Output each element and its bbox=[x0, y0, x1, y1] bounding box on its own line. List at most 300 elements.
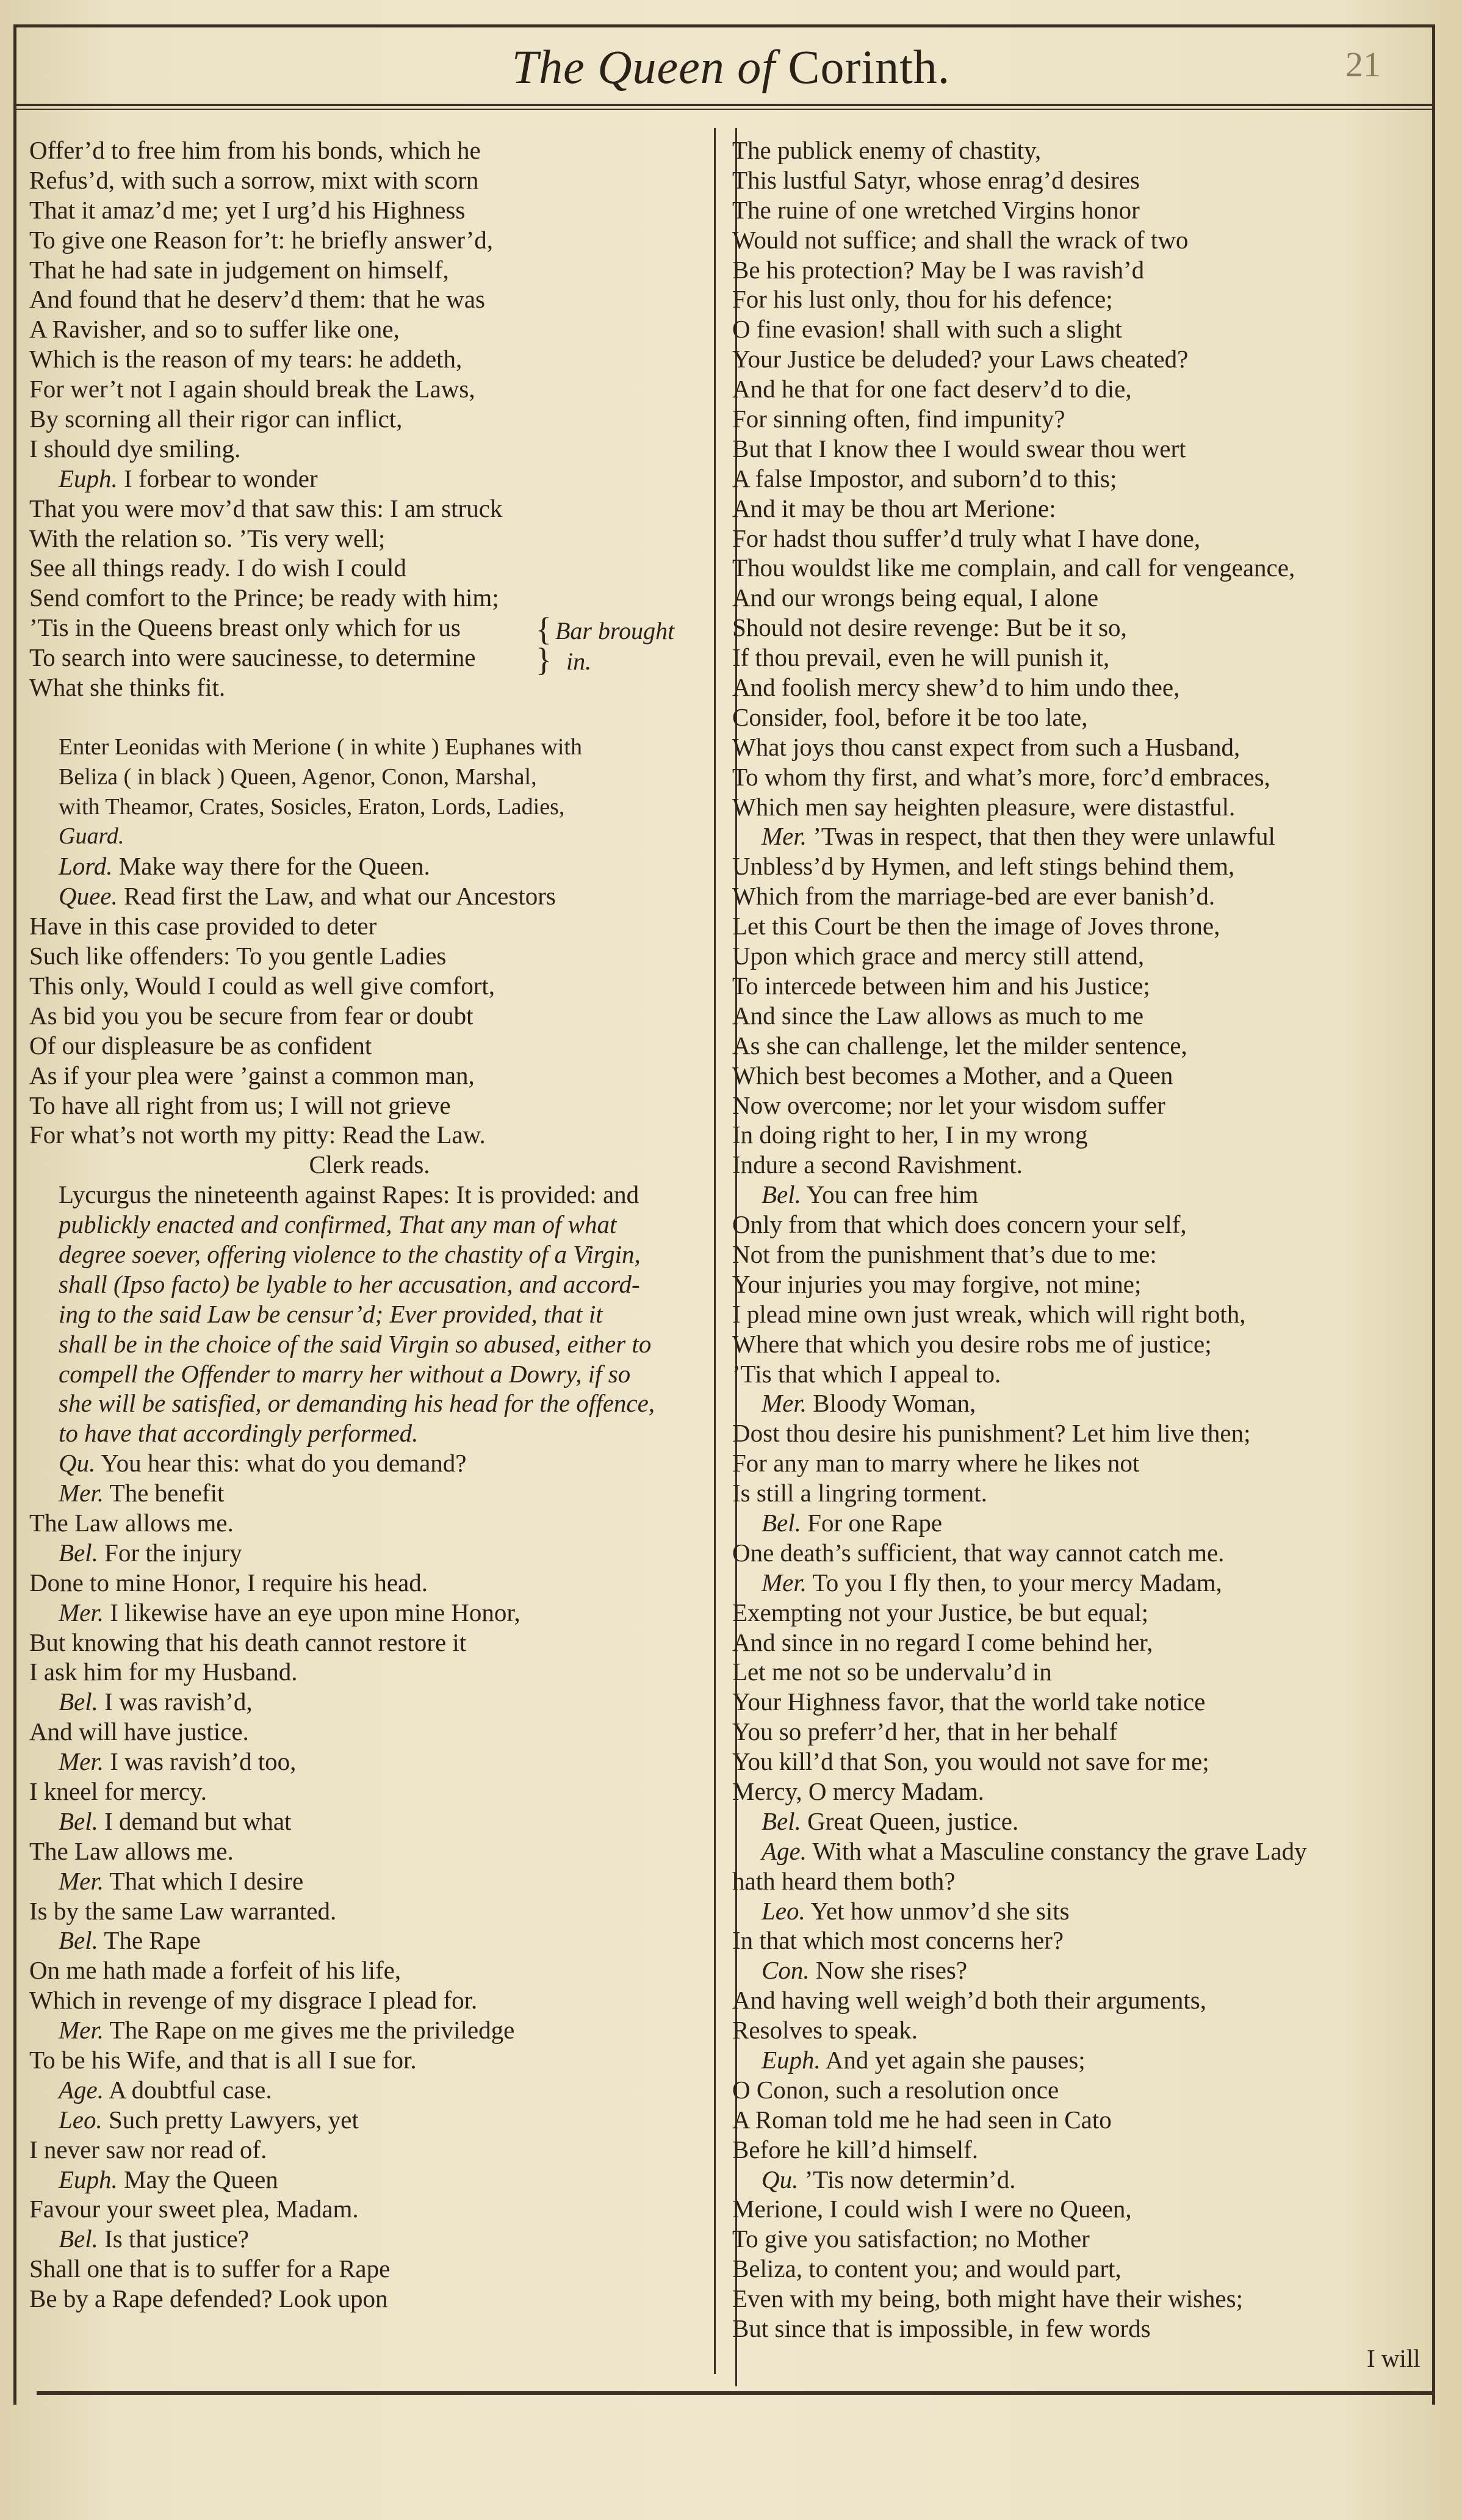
right-column-line bbox=[732, 195, 1434, 225]
right-column-line bbox=[732, 1777, 1434, 1807]
left-column-line bbox=[29, 1955, 710, 1985]
right-column-line bbox=[732, 2284, 1434, 2314]
line-text: For his lust only, thou for his defence; bbox=[732, 285, 1113, 314]
line-text: With what a Masculine constancy the grave Lady bbox=[812, 1836, 1307, 1865]
line-text: For wer’t not I again should break the Laws, bbox=[29, 375, 475, 403]
left-column-line bbox=[29, 1657, 710, 1687]
line-text: Yet how unmov’d she sits bbox=[810, 1896, 1070, 1925]
line-text: Merione, I could wish I were no Queen, bbox=[732, 2195, 1132, 2223]
speaker-name: Lord. bbox=[59, 852, 113, 881]
right-column-line bbox=[732, 1598, 1434, 1628]
line-text: Consider, fool, before it be too late, bbox=[732, 702, 1088, 731]
left-column-line bbox=[29, 284, 710, 314]
right-column-line bbox=[732, 1388, 1434, 1418]
line-text: publickly enacted and confirmed, That any man of what bbox=[59, 1210, 617, 1239]
left-column-line bbox=[29, 643, 710, 673]
line-text: For hadst thou suffer’d truly what I have done, bbox=[732, 524, 1201, 552]
right-column-line bbox=[732, 1061, 1434, 1091]
right-column-line bbox=[732, 1240, 1434, 1269]
speaker-name: Mer. bbox=[59, 1479, 104, 1507]
line-text: And found that he deserv’d them: that he was bbox=[29, 285, 485, 314]
line-text: That it amaz’d me; yet I urg’d his Highness bbox=[29, 195, 466, 224]
left-column-line bbox=[29, 1866, 710, 1896]
line-text: Have in this case provided to deter bbox=[29, 912, 377, 940]
speaker-name: Mer. bbox=[59, 2016, 104, 2045]
left-column-line bbox=[29, 1448, 710, 1478]
speaker-name: Age. bbox=[59, 2075, 104, 2104]
left-column-line bbox=[29, 1985, 710, 2015]
bottom-rule bbox=[37, 2391, 1434, 2395]
line-text: O fine evasion! shall with such a slight bbox=[732, 315, 1122, 344]
line-text: I likewise have an eye upon mine Honor, bbox=[110, 1598, 520, 1626]
line-text: And it may be thou art Merione: bbox=[732, 494, 1056, 522]
right-column-line bbox=[732, 374, 1434, 404]
right-column-line bbox=[732, 1180, 1434, 1210]
line-text: I was ravish’d, bbox=[104, 1688, 253, 1716]
right-column-line bbox=[732, 135, 1434, 165]
right-column-line bbox=[732, 165, 1434, 195]
line-text: Is that justice? bbox=[104, 2225, 249, 2253]
right-column-line bbox=[732, 2135, 1434, 2165]
right-column-line bbox=[732, 643, 1434, 673]
right-column-line bbox=[732, 1418, 1434, 1448]
left-column-line bbox=[29, 1120, 710, 1150]
line-text: Which best becomes a Mother, and a Queen bbox=[732, 1061, 1173, 1089]
speaker-name: Leo. bbox=[762, 1896, 805, 1925]
speaker-name: Bel. bbox=[762, 1807, 801, 1835]
left-column-line bbox=[29, 2045, 710, 2075]
left-column-line bbox=[29, 881, 710, 911]
left-column-line bbox=[29, 344, 710, 374]
left-column-line bbox=[29, 1388, 710, 1418]
line-text: For sinning often, find impunity? bbox=[732, 405, 1065, 433]
right-column-line bbox=[732, 1508, 1434, 1538]
line-text: I kneel for mercy. bbox=[29, 1777, 207, 1805]
line-text: Make way there for the Queen. bbox=[118, 852, 430, 881]
line-text: To search into were saucinesse, to determine bbox=[29, 643, 476, 672]
line-text: And having well weigh’d both their arguments, bbox=[732, 1986, 1206, 2015]
left-column-line bbox=[29, 851, 710, 881]
left-column-line bbox=[29, 1747, 710, 1777]
right-column-line bbox=[732, 792, 1434, 822]
left-column-line bbox=[29, 2194, 710, 2224]
right-column-line bbox=[732, 1657, 1434, 1687]
right-column-line bbox=[732, 2015, 1434, 2045]
left-column-line bbox=[29, 1269, 710, 1299]
right-column-line bbox=[732, 583, 1434, 613]
line-text: To have all right from us; I will not grieve bbox=[29, 1091, 451, 1119]
right-column-line bbox=[732, 524, 1434, 554]
title-word-corinth: Corinth. bbox=[788, 40, 951, 93]
line-text: Your Justice be deluded? your Laws cheated? bbox=[732, 345, 1189, 374]
line-text: To be his Wife, and that is all I sue for. bbox=[29, 2046, 417, 2074]
left-column-line bbox=[29, 165, 710, 195]
left-column-line bbox=[29, 2075, 710, 2105]
right-column-line bbox=[732, 494, 1434, 524]
stage-note-in: in. bbox=[566, 648, 592, 675]
line-text: The Law allows me. bbox=[29, 1508, 234, 1537]
left-column-line bbox=[29, 255, 710, 285]
right-column-line bbox=[732, 1955, 1434, 1985]
right-column-line bbox=[732, 284, 1434, 314]
line-text: As bid you you be secure from fear or doubt bbox=[29, 1001, 474, 1030]
line-text: This lustful Satyr, whose enrag’d desires bbox=[732, 165, 1140, 194]
line-text: That which I desire bbox=[109, 1866, 304, 1895]
left-column-line bbox=[29, 1061, 710, 1091]
line-text: The Law allows me. bbox=[29, 1836, 234, 1865]
line-text: Let me not so be undervalu’d in bbox=[732, 1658, 1052, 1686]
speaker-name: Bel. bbox=[762, 1508, 801, 1537]
right-column-line bbox=[732, 1985, 1434, 2015]
speaker-name: Euph. bbox=[59, 2165, 118, 2193]
line-text: Let this Court be then the image of Joves throne, bbox=[732, 912, 1220, 940]
right-column-line bbox=[732, 673, 1434, 702]
right-column-line bbox=[732, 1628, 1434, 1658]
line-text: But that I know thee I would swear thou wert bbox=[732, 434, 1186, 463]
right-column-line bbox=[732, 225, 1434, 255]
right-column-line bbox=[732, 1150, 1434, 1180]
right-column-line bbox=[732, 1359, 1434, 1389]
left-column-line bbox=[29, 1150, 710, 1180]
left-column-line bbox=[29, 911, 710, 941]
right-column-line bbox=[732, 2165, 1434, 2195]
line-text: Would not suffice; and shall the wrack of two bbox=[732, 225, 1189, 254]
left-column-line bbox=[29, 821, 710, 851]
right-column-line bbox=[732, 732, 1434, 762]
speaker-name: Mer. bbox=[762, 1389, 807, 1418]
right-column-line bbox=[732, 2254, 1434, 2284]
line-text: Be by a Rape defended? Look upon bbox=[29, 2284, 388, 2313]
line-text: I plead mine own just wreak, which will right both, bbox=[732, 1299, 1246, 1328]
left-column-line bbox=[29, 374, 710, 404]
line-text: Resolves to speak. bbox=[732, 2016, 918, 2045]
speaker-name: Bel. bbox=[59, 1807, 98, 1835]
line-text: And yet again she pauses; bbox=[825, 2046, 1086, 2074]
line-text: For any man to marry where he likes not bbox=[732, 1449, 1140, 1478]
line-text: Now overcome; nor let your wisdom suffer bbox=[732, 1091, 1165, 1119]
speaker-name: Mer. bbox=[762, 822, 807, 851]
line-text: Is still a lingring torment. bbox=[732, 1479, 987, 1507]
left-column-line bbox=[29, 1687, 710, 1717]
line-text: One death’s sufficient, that way cannot catch me. bbox=[732, 1538, 1225, 1567]
header-rule bbox=[13, 104, 1435, 106]
line-text: Read first the Law, and what our Ancestors bbox=[124, 882, 556, 911]
stage-note-brace-bottom: } bbox=[536, 641, 552, 678]
line-text: Which is the reason of my tears: he addeth, bbox=[29, 345, 463, 374]
right-column-line bbox=[732, 404, 1434, 434]
left-column-line bbox=[29, 2165, 710, 2195]
left-column-line bbox=[29, 225, 710, 255]
line-text: Enter Leonidas with Merione ( in white ) Euphanes with bbox=[59, 734, 582, 760]
line-text: The Rape on me gives me the priviledge bbox=[109, 2016, 515, 2045]
right-column-line bbox=[732, 1329, 1434, 1359]
left-column-line bbox=[29, 1240, 710, 1269]
line-text: Only from that which does concern your self, bbox=[732, 1210, 1187, 1239]
speaker-name: Bel. bbox=[59, 2225, 98, 2253]
right-column-line bbox=[732, 434, 1434, 464]
line-text: Indure a second Ravishment. bbox=[732, 1150, 1023, 1179]
speaker-name: Qu. bbox=[59, 1449, 96, 1478]
line-text: You so preferr’d her, that in her behalf bbox=[732, 1717, 1118, 1746]
line-text: I demand but what bbox=[104, 1807, 292, 1835]
speaker-name: Bel. bbox=[59, 1688, 98, 1716]
line-text: You kill’d that Son, you would not save for me; bbox=[732, 1747, 1209, 1776]
right-column-line bbox=[732, 1478, 1434, 1508]
line-text: For what’s not worth my pitty: Read the Law. bbox=[29, 1121, 486, 1149]
line-text: hath heard them both? bbox=[732, 1866, 956, 1895]
left-column-line bbox=[29, 2284, 710, 2314]
line-text: The publick enemy of chastity, bbox=[732, 136, 1042, 164]
line-text: Thou wouldst like me complain, and call for vengeance, bbox=[732, 554, 1295, 582]
line-text: A false Impostor, and suborn’d to this; bbox=[732, 464, 1117, 493]
line-text: Offer’d to free him from his bonds, which he bbox=[29, 136, 481, 164]
right-column-line bbox=[732, 941, 1434, 971]
left-column-line bbox=[29, 2105, 710, 2135]
line-text: But knowing that his death cannot restore it bbox=[29, 1628, 467, 1656]
left-column-line bbox=[29, 1329, 710, 1359]
line-text: degree soever, offering violence to the chastity of a Virgin, bbox=[59, 1240, 641, 1268]
speaker-name: Euph. bbox=[762, 2046, 821, 2074]
right-column-line bbox=[732, 702, 1434, 732]
left-column-line bbox=[29, 1777, 710, 1807]
line-text: Before he kill’d himself. bbox=[732, 2135, 979, 2164]
speaker-name: Bel. bbox=[762, 1180, 801, 1209]
line-text: For the injury bbox=[104, 1538, 242, 1567]
left-column-line bbox=[29, 1628, 710, 1658]
right-column-line bbox=[732, 1091, 1434, 1121]
right-column-line bbox=[732, 2075, 1434, 2105]
line-text: And will have justice. bbox=[29, 1717, 249, 1746]
line-text: As she can challenge, let the milder sentence, bbox=[732, 1031, 1187, 1060]
left-column-line bbox=[29, 792, 710, 822]
left-column-line bbox=[29, 762, 710, 792]
stage-note-brace-top: { bbox=[536, 611, 552, 648]
left-column-line bbox=[29, 1568, 710, 1598]
line-text: But since that is impossible, in few words bbox=[732, 2314, 1151, 2343]
left-column-line bbox=[29, 1478, 710, 1508]
page-number: 21 bbox=[1345, 45, 1381, 84]
speaker-name: Bel. bbox=[59, 1538, 98, 1567]
left-column-line bbox=[29, 2135, 710, 2165]
left-column-line bbox=[29, 1001, 710, 1031]
left-column-line bbox=[29, 1359, 710, 1389]
line-text: Where that which you desire robs me of justice; bbox=[732, 1329, 1212, 1358]
line-text: Lycurgus the nineteenth against Rapes: It is provided: and bbox=[59, 1180, 639, 1209]
right-column-line bbox=[732, 851, 1434, 881]
line-text: I should dye smiling. bbox=[29, 434, 241, 463]
line-text: ’Tis in the Queens breast only which for us bbox=[29, 613, 461, 642]
line-text: Not from the punishment that’s due to me: bbox=[732, 1240, 1157, 1268]
line-text: Exempting not your Justice, be but equal; bbox=[732, 1598, 1149, 1626]
left-column-line bbox=[29, 1836, 710, 1866]
line-text: In that which most concerns her? bbox=[732, 1926, 1064, 1955]
left-column-line bbox=[29, 1091, 710, 1121]
line-text: Such pretty Lawyers, yet bbox=[109, 2105, 359, 2134]
line-text: What she thinks fit. bbox=[29, 673, 226, 702]
right-column-line bbox=[732, 1807, 1434, 1836]
line-text: Your injuries you may forgive, not mine; bbox=[732, 1269, 1142, 1298]
speaker-name: Mer. bbox=[59, 1598, 104, 1626]
line-text: Beliza, to content you; and would part, bbox=[732, 2255, 1122, 2283]
line-text: Is by the same Law warranted. bbox=[29, 1896, 337, 1925]
right-column bbox=[732, 135, 1434, 2344]
line-text: If thou prevail, even he will punish it, bbox=[732, 643, 1110, 672]
right-column-line bbox=[732, 1926, 1434, 1955]
line-text: ’Twas in respect, that then they were unlawful bbox=[813, 822, 1275, 851]
line-text: And since the Law allows as much to me bbox=[732, 1001, 1144, 1030]
line-text: Which in revenge of my disgrace I plead for. bbox=[29, 1986, 478, 2015]
line-text: A Roman told me he had seen in Cato bbox=[732, 2105, 1112, 2134]
speaker-name: Euph. bbox=[59, 464, 118, 493]
left-column-line bbox=[29, 2254, 710, 2284]
right-column-line bbox=[732, 2224, 1434, 2254]
line-text: I forbear to wonder bbox=[124, 464, 318, 493]
speaker-name: Bel. bbox=[59, 1926, 98, 1955]
right-column-line bbox=[732, 1568, 1434, 1598]
left-column-line bbox=[29, 314, 710, 344]
line-text: I was ravish’d too, bbox=[110, 1747, 297, 1776]
line-text: Mercy, O mercy Madam. bbox=[732, 1777, 984, 1805]
line-text: Upon which grace and mercy still attend, bbox=[732, 942, 1145, 970]
left-column bbox=[29, 135, 710, 2314]
title-word-the: The bbox=[511, 40, 585, 93]
line-text: ’Tis that which I appeal to. bbox=[732, 1359, 1001, 1388]
right-column-line bbox=[732, 1538, 1434, 1568]
left-column-line bbox=[29, 404, 710, 434]
line-text: Clerk reads. bbox=[309, 1150, 430, 1179]
line-text: shall be in the choice of the said Virgin so abused, either to bbox=[59, 1329, 652, 1358]
line-text: Even with my being, both might have their wishes; bbox=[732, 2284, 1243, 2313]
right-column-line bbox=[732, 1836, 1434, 1866]
line-text: with Theamor, Crates, Sosicles, Eraton, Lords, Ladies, bbox=[59, 793, 565, 820]
right-column-line bbox=[732, 1210, 1434, 1240]
right-column-line bbox=[732, 971, 1434, 1001]
left-column-line bbox=[29, 464, 710, 494]
left-column-line bbox=[29, 2015, 710, 2045]
line-text: Such like offenders: To you gentle Ladies bbox=[29, 942, 447, 970]
speaker-name: Mer. bbox=[59, 1866, 104, 1895]
line-text: To give you satisfaction; no Mother bbox=[732, 2225, 1090, 2253]
left-column-line bbox=[29, 1926, 710, 1955]
left-column-line bbox=[29, 1418, 710, 1448]
line-text: Favour your sweet plea, Madam. bbox=[29, 2195, 359, 2223]
line-text: A Ravisher, and so to suffer like one, bbox=[29, 315, 400, 344]
right-column-line bbox=[732, 762, 1434, 792]
left-column-line bbox=[29, 1031, 710, 1061]
left-column-line bbox=[29, 673, 710, 702]
line-text: The ruine of one wretched Virgins honor bbox=[732, 195, 1140, 224]
line-text: I ask him for my Husband. bbox=[29, 1658, 298, 1686]
line-text: Should not desire revenge: But be it so, bbox=[732, 613, 1127, 642]
line-text: Guard. bbox=[59, 823, 124, 850]
line-text: As if your plea were ’gainst a common man, bbox=[29, 1061, 475, 1089]
line-text: Which men say heighten pleasure, were distastful. bbox=[732, 792, 1236, 821]
left-column-line bbox=[29, 524, 710, 554]
right-column-line bbox=[732, 2045, 1434, 2075]
left-column-line bbox=[29, 583, 710, 613]
line-text: O Conon, such a resolution once bbox=[732, 2075, 1059, 2104]
title-word-queen: Queen bbox=[597, 40, 725, 93]
line-text: And foolish mercy shew’d to him undo thee, bbox=[732, 673, 1180, 702]
left-column-line bbox=[29, 971, 710, 1001]
right-column-line bbox=[732, 2105, 1434, 2135]
speaker-name: Leo. bbox=[59, 2105, 103, 2134]
left-column-line bbox=[29, 1210, 710, 1240]
left-column-line bbox=[29, 1180, 710, 1210]
line-text: to have that accordingly performed. bbox=[59, 1419, 419, 1448]
line-text: To intercede between him and his Justice; bbox=[732, 971, 1150, 1000]
left-column-line bbox=[29, 1598, 710, 1628]
line-text: ing to the said Law be censur’d; Ever provided, that it bbox=[59, 1299, 603, 1328]
left-column-line bbox=[29, 2224, 710, 2254]
line-text: The Rape bbox=[104, 1926, 201, 1955]
title-word-of: of bbox=[737, 40, 776, 93]
line-text: What joys thou canst expect from such a Husband, bbox=[732, 732, 1241, 761]
line-text: Great Queen, justice. bbox=[807, 1807, 1019, 1835]
line-text: You can free him bbox=[806, 1180, 979, 1209]
right-column-line bbox=[732, 1269, 1434, 1299]
line-text: That he had sate in judgement on himself, bbox=[29, 255, 449, 284]
line-text: Send comfort to the Prince; be ready with him; bbox=[29, 583, 499, 612]
left-column-line bbox=[29, 434, 710, 464]
right-column-line bbox=[732, 613, 1434, 643]
speaker-name: Qu. bbox=[762, 2165, 799, 2193]
line-text: Shall one that is to suffer for a Rape bbox=[29, 2255, 391, 2283]
left-column-line bbox=[29, 1896, 710, 1926]
right-column-line bbox=[732, 1120, 1434, 1150]
line-text: On me hath made a forfeit of his life, bbox=[29, 1956, 402, 1985]
left-column-line bbox=[29, 732, 710, 762]
right-column-line bbox=[732, 464, 1434, 494]
line-text: ’Tis now determin’d. bbox=[804, 2165, 1016, 2193]
left-column-line bbox=[29, 135, 710, 165]
line-text: Refus’d, with such a sorrow, mixt with scorn bbox=[29, 165, 479, 194]
stage-note-bar-brought: Bar brought bbox=[555, 617, 675, 644]
line-text: shall (Ipso facto) be lyable to her accusation, and accord- bbox=[59, 1269, 640, 1298]
speaker-name: Con. bbox=[762, 1956, 810, 1985]
line-text: she will be satisfied, or demanding his head for the offence, bbox=[59, 1389, 655, 1418]
left-column-line bbox=[29, 1508, 710, 1538]
right-column-line bbox=[732, 911, 1434, 941]
line-text: To whom thy first, and what’s more, forc’d embraces, bbox=[732, 762, 1270, 791]
line-text: Now she rises? bbox=[815, 1956, 968, 1985]
line-text: Bloody Woman, bbox=[813, 1389, 976, 1418]
line-text: And since in no regard I come behind her, bbox=[732, 1628, 1153, 1656]
right-column-line bbox=[732, 2194, 1434, 2224]
left-column-line bbox=[29, 553, 710, 583]
right-column-line bbox=[732, 1717, 1434, 1747]
line-text: To you I fly then, to your mercy Madam, bbox=[812, 1568, 1222, 1597]
right-column-line bbox=[732, 1687, 1434, 1717]
right-column-line bbox=[732, 1747, 1434, 1777]
line-text: And he that for one fact deserv’d to die, bbox=[732, 375, 1132, 403]
right-column-line bbox=[732, 255, 1434, 285]
left-column-line bbox=[29, 1299, 710, 1329]
column-divider bbox=[714, 128, 716, 2374]
right-column-line bbox=[732, 2314, 1434, 2344]
right-column-line bbox=[732, 821, 1434, 851]
speaker-name: Quee. bbox=[59, 882, 118, 911]
line-text: For one Rape bbox=[807, 1508, 943, 1537]
right-column-line bbox=[732, 314, 1434, 344]
left-column-line bbox=[29, 494, 710, 524]
line-text: You hear this: what do you demand? bbox=[101, 1449, 467, 1478]
right-column-line bbox=[732, 344, 1434, 374]
line-text: With the relation so. ’Tis very well; bbox=[29, 524, 386, 552]
right-column-line bbox=[732, 881, 1434, 911]
line-text: May the Queen bbox=[124, 2165, 278, 2193]
right-column-line bbox=[732, 1866, 1434, 1896]
